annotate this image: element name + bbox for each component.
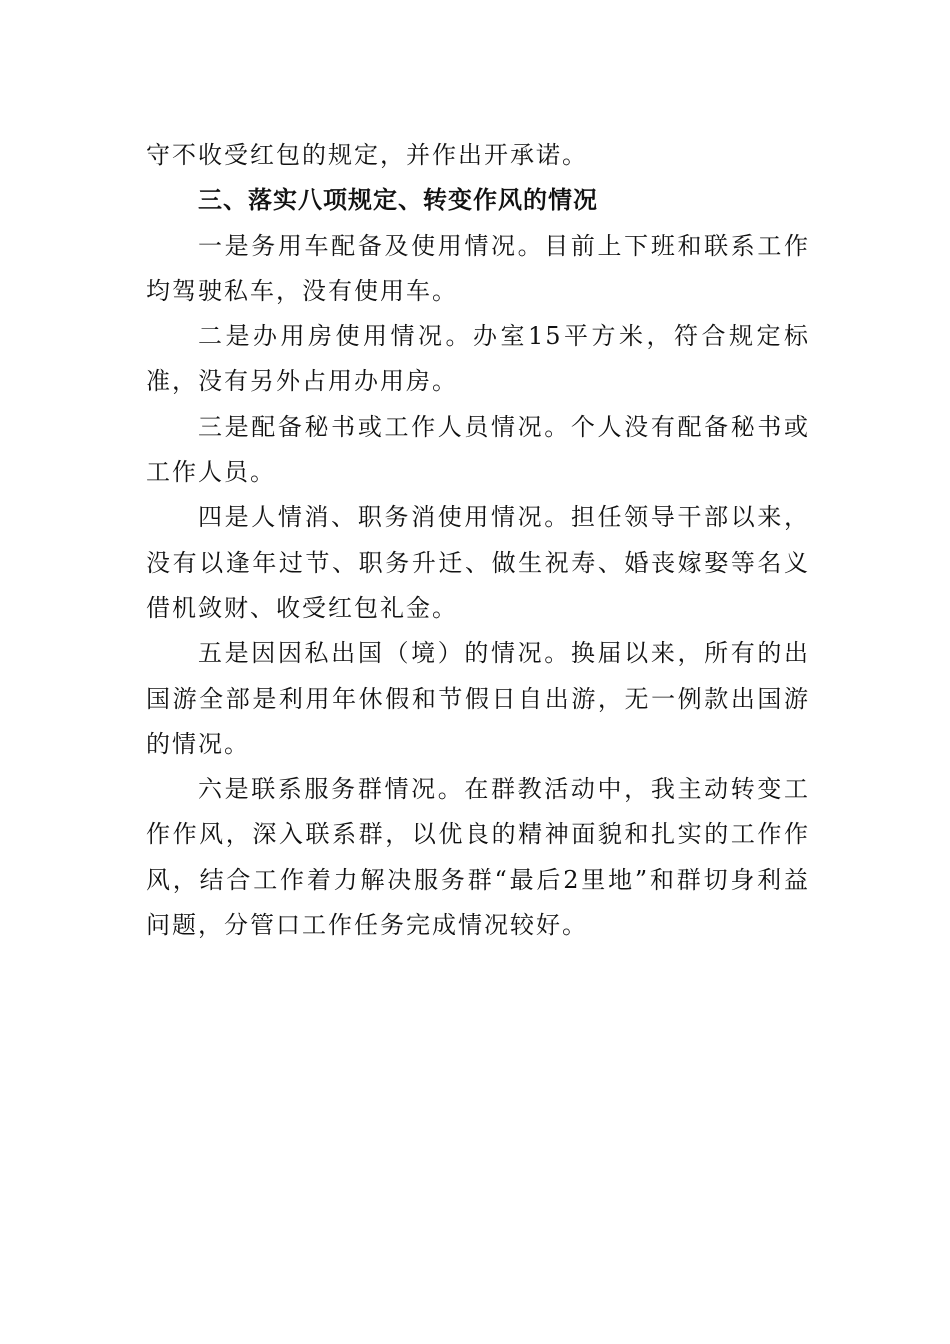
paragraph-secretary: 三是配备秘书或工作人员情况。个人没有配备秘书或工作人员。 xyxy=(146,412,810,487)
document-body xyxy=(146,133,810,948)
paragraph-contact: 六是联系服务群情况。在群教活动中，我主动转变工作作风，深入联系群，以优良的精神面貌和扎实的工作作风，结合工作着力解决服务群“最后2里地”和群切身利益问题，分管口工作任务完成情况较好。 xyxy=(146,775,810,940)
section-heading: 三、落实八项规定、转变作风的情况 xyxy=(198,186,598,215)
paragraph-continuation: 守不收受红包的规定，并作出开承诺。 xyxy=(146,141,588,169)
paragraph-expenses: 四是人情消、职务消使用情况。担任领导干部以来，没有以逢年过节、职务升迁、做生祝寿、婚丧嫁娶等名义借机敛财、收受红包礼金。 xyxy=(146,503,810,622)
paragraph-vehicle: 一是务用车配备及使用情况。目前上下班和联系工作均驾驶私车，没有使用车。 xyxy=(146,231,810,305)
paragraph-travel: 五是因因私出国（境）的情况。换届以来，所有的出国游全部是利用年休假和节假日自出游，无一例款出国游的情况。 xyxy=(146,639,810,758)
paragraph-office: 二是办用房使用情况。办室15平方米，符合规定标准，没有另外占用办用房。 xyxy=(146,322,810,396)
